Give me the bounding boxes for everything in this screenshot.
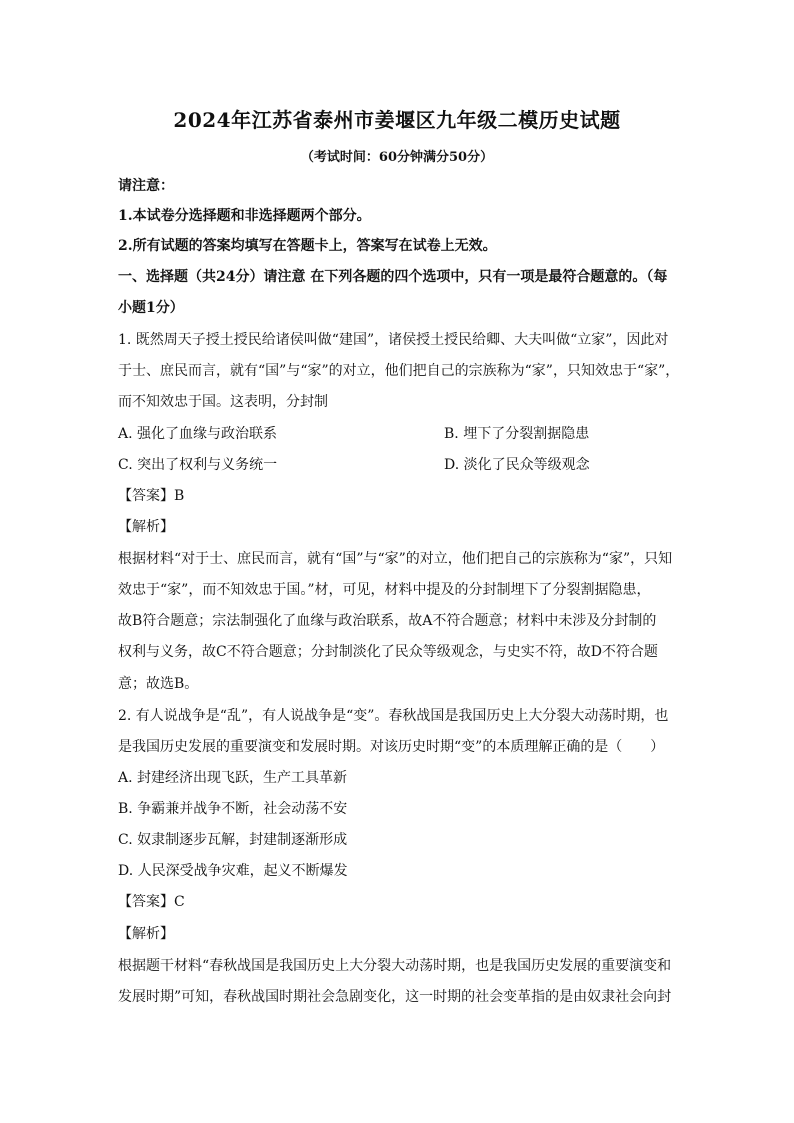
q2-option-b: B. 争霸兼并战争不断，社会动荡不安 [118,801,348,817]
q1-option-a: A. 强化了血缘与政治联系 [118,426,278,442]
q2-option-c: C. 奴隶制逐步瓦解，封建制逐渐形成 [118,832,348,848]
q1-analysis-label: 【解析】 [118,519,174,535]
notes-item-2: 2.所有试题的答案均填写在答题卡上，答案写在试卷上无效。 [118,238,497,254]
page-title: 2024年江苏省泰州市姜堰区九年级二模历史试题 [173,108,621,132]
q1-option-d: D. 淡化了民众等级观念 [444,457,590,473]
section-1-heading-line-2: 小题1分） [118,300,184,316]
exam-duration-note: （考试时间：60分钟满分50分） [300,150,494,165]
q1-answer: 【答案】B [118,488,185,504]
q1-option-c: C. 突出了权利与义务统一 [118,457,278,473]
q2-analysis-line-1: 根据题干材料“春秋战国是我国历史上大分裂大动荡时期，也是我国历史发展的重要演变和 [118,958,672,974]
section-1-heading-line-1: 一、选择题（共24分）请注意 在下列各题的四个选项中，只有一项是最符合题意的。（每 [118,269,668,285]
q2-analysis-label: 【解析】 [118,926,174,942]
q2-analysis-line-2: 发展时期”可知，春秋战国时期社会急剧变化，这一时期的社会变革指的是由奴隶社会向封 [118,989,672,1005]
q1-analysis-line-5: 意；故选B。 [118,676,199,692]
q1-stem-line-3: 而不知效忠于国。这表明，分封制 [118,394,328,410]
q1-analysis-line-1: 根据材料“对于士、庶民而言，就有“国”与“家”的对立，他们把自己的宗族称为“家”，只知 [118,551,673,567]
q2-option-a: A. 封建经济出现飞跃，生产工具革新 [118,770,348,786]
q1-analysis-line-4: 权利与义务，故C不符合题意；分封制淡化了民众等级观念，与史实不符，故D不符合题 [118,644,658,660]
q1-stem-line-2: 于士、庶民而言，就有“国”与“家”的对立，他们把自己的宗族称为“家”，只知效忠于“家”， [118,363,680,379]
q1-analysis-line-3: 故B符合题意；宗法制强化了血缘与政治联系，故A不符合题意；材料中未涉及分封制的 [118,613,657,629]
q2-stem-line-1: 2. 有人说战争是“乱”，有人说战争是“变”。春秋战国是我国历史上大分裂大动荡时期，也 [118,708,669,724]
q2-answer: 【答案】C [118,894,185,910]
q1-option-b: B. 埋下了分裂割据隐患 [444,426,590,442]
q2-option-d: D. 人民深受战争灾难，起义不断爆发 [118,863,348,879]
notes-item-1: 1.本试卷分选择题和非选择题两个部分。 [118,208,371,224]
q2-stem-line-2: 是我国历史发展的重要演变和发展时期。对该历史时期“变”的本质理解正确的是（ ） [118,739,665,755]
notes-heading: 请注意： [118,178,174,194]
q1-stem-line-1: 1. 既然周天子授土授民给诸侯叫做“建国”，诸侯授土授民给卿、大夫叫做“立家”，因此对 [118,332,669,348]
q1-analysis-line-2: 效忠于“家”，而不知效忠于国。”材，可见，材料中提及的分封制埋下了分裂割据隐患， [118,582,651,598]
